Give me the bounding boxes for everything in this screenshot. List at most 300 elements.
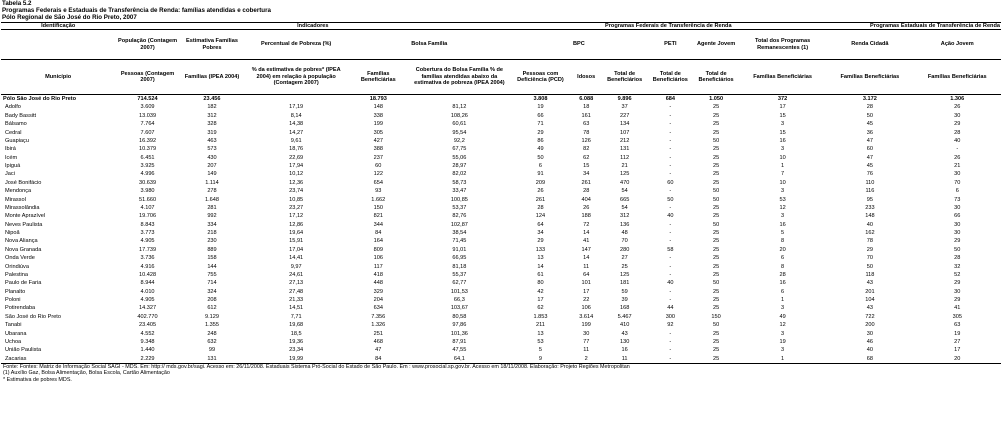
value-cell: 27,13 bbox=[289, 280, 304, 287]
program-header: Ação Jovem bbox=[914, 30, 1001, 60]
value-cell: 25 bbox=[712, 104, 720, 111]
value-cell: 82,02 bbox=[452, 171, 467, 178]
value-cell: 261 bbox=[535, 196, 546, 203]
value-cell: 59 bbox=[621, 288, 628, 295]
value-cell: 93 bbox=[375, 188, 382, 195]
value-cell: 19,99 bbox=[289, 355, 304, 362]
value-cell: 82,76 bbox=[452, 213, 467, 220]
value-cell: 4.996 bbox=[140, 171, 155, 178]
municipality-cell: Bady Bassitt bbox=[5, 112, 37, 119]
value-cell: 5.467 bbox=[617, 313, 632, 320]
value-cell: 42 bbox=[537, 288, 544, 295]
table-row bbox=[1, 179, 1001, 187]
municipality-cell: Pólo São José do Rio Preto bbox=[3, 96, 77, 103]
value-cell: 25 bbox=[712, 179, 720, 186]
value-cell: 9,97 bbox=[290, 263, 302, 270]
value-cell: 87,91 bbox=[452, 338, 467, 345]
value-cell: 17 bbox=[954, 347, 961, 354]
municipality-cell: Tanabi bbox=[5, 322, 22, 329]
value-cell: 25 bbox=[712, 154, 720, 161]
value-cell: 29 bbox=[954, 121, 961, 128]
value-cell: 66 bbox=[537, 112, 544, 119]
value-cell: 71,45 bbox=[452, 238, 467, 245]
value-cell: 230 bbox=[207, 238, 217, 245]
value-cell: 30 bbox=[954, 230, 961, 237]
value-cell: 62 bbox=[583, 154, 590, 161]
value-cell: 10,12 bbox=[289, 171, 304, 178]
value-cell: 40 bbox=[866, 347, 874, 354]
column-header: Município bbox=[1, 60, 115, 95]
value-cell: - bbox=[669, 355, 672, 362]
value-cell: 634 bbox=[373, 305, 383, 312]
value-cell: 21,33 bbox=[289, 297, 304, 304]
value-cell: 14,51 bbox=[289, 305, 304, 312]
municipality-cell: Ipiguá bbox=[5, 163, 21, 170]
table-row bbox=[1, 112, 1001, 120]
value-cell: 33,47 bbox=[452, 188, 467, 195]
value-cell: - bbox=[669, 121, 672, 128]
value-cell: 11 bbox=[583, 263, 590, 270]
table-row bbox=[1, 204, 1001, 212]
value-cell: 218 bbox=[207, 230, 217, 237]
value-cell: 25 bbox=[712, 171, 720, 178]
value-cell: 60 bbox=[866, 146, 874, 153]
value-cell: 25 bbox=[712, 288, 720, 295]
value-cell: 23.456 bbox=[203, 96, 221, 103]
value-cell: 29 bbox=[954, 238, 961, 245]
value-cell: 3.736 bbox=[140, 255, 155, 262]
value-cell: 25 bbox=[712, 204, 720, 211]
value-cell: 1.326 bbox=[371, 322, 386, 329]
value-cell: 9,61 bbox=[290, 137, 302, 144]
municipality-cell: José Bonifácio bbox=[5, 179, 42, 186]
value-cell: 22,69 bbox=[289, 154, 304, 161]
value-cell: 25 bbox=[712, 163, 720, 170]
table-row bbox=[1, 246, 1001, 254]
table-row bbox=[1, 154, 1001, 162]
value-cell: 112 bbox=[620, 154, 630, 161]
value-cell: 29 bbox=[954, 297, 961, 304]
value-cell: 3.773 bbox=[140, 230, 155, 237]
value-cell: 18 bbox=[583, 104, 590, 111]
value-cell: 338 bbox=[373, 112, 383, 119]
value-cell: 60 bbox=[375, 163, 382, 170]
value-cell: 106 bbox=[373, 255, 383, 262]
value-cell: 108,26 bbox=[450, 112, 468, 119]
table-row bbox=[1, 221, 1001, 229]
value-cell: 106 bbox=[581, 305, 591, 312]
value-cell: 50 bbox=[712, 188, 720, 195]
value-cell: 1 bbox=[781, 297, 785, 304]
table-row bbox=[1, 238, 1001, 246]
value-cell: 54 bbox=[621, 188, 628, 195]
value-cell: 50 bbox=[954, 246, 961, 253]
municipality-cell: Onda Verde bbox=[5, 255, 35, 262]
value-cell: 714 bbox=[207, 280, 217, 287]
value-cell: 64 bbox=[537, 221, 544, 228]
value-cell: 36 bbox=[866, 129, 874, 136]
value-cell: - bbox=[669, 347, 672, 354]
value-cell: 133 bbox=[535, 246, 546, 253]
value-cell: 992 bbox=[207, 213, 217, 220]
value-cell: 722 bbox=[865, 313, 875, 320]
value-cell: 19,68 bbox=[289, 322, 304, 329]
value-cell: 181 bbox=[619, 280, 630, 287]
value-cell: 26 bbox=[537, 188, 544, 195]
value-cell: 40 bbox=[866, 221, 874, 228]
municipality-cell: São José do Rio Preto bbox=[5, 313, 61, 320]
value-cell: 7 bbox=[781, 171, 785, 178]
column-header: Famílias Beneficiárias bbox=[348, 60, 408, 95]
value-cell: 388 bbox=[373, 146, 383, 153]
value-cell: 3.925 bbox=[140, 163, 155, 170]
value-cell: 305 bbox=[373, 129, 383, 136]
value-cell: 19,36 bbox=[289, 338, 304, 345]
value-cell: 7,71 bbox=[290, 313, 302, 320]
value-cell: 25 bbox=[712, 230, 720, 237]
municipality-cell: Palestina bbox=[5, 271, 29, 278]
value-cell: 3 bbox=[781, 188, 785, 195]
value-cell: 2.229 bbox=[140, 355, 155, 362]
value-cell bbox=[408, 95, 510, 104]
value-cell: 9.896 bbox=[617, 96, 632, 103]
value-cell: 51.660 bbox=[138, 196, 157, 203]
municipality-cell: Planalto bbox=[5, 288, 26, 295]
value-cell: 15 bbox=[583, 163, 590, 170]
value-cell: 612 bbox=[207, 305, 217, 312]
value-cell: 227 bbox=[619, 112, 630, 119]
program-header: Agente Jovem bbox=[693, 30, 739, 60]
value-cell: 47 bbox=[866, 137, 874, 144]
value-cell: 26 bbox=[583, 204, 590, 211]
table-row bbox=[1, 254, 1001, 262]
table-row bbox=[1, 313, 1001, 321]
value-cell: 300 bbox=[665, 313, 676, 320]
program-header: População (Contagem 2007) bbox=[115, 30, 179, 60]
value-cell: 1.050 bbox=[709, 96, 724, 103]
column-header: % da estimativa de pobres* (IPEA 2004) em relação à população (Contagem 2007) bbox=[244, 60, 348, 95]
value-cell: 3.980 bbox=[140, 188, 155, 195]
value-cell: 212 bbox=[619, 137, 630, 144]
value-cell: 103,67 bbox=[450, 305, 468, 312]
value-cell: 334 bbox=[207, 221, 217, 228]
value-cell: - bbox=[669, 330, 672, 337]
value-cell: 91 bbox=[537, 171, 544, 178]
value-cell: 684 bbox=[665, 96, 676, 103]
value-cell: 50 bbox=[866, 112, 874, 119]
value-cell: 91,01 bbox=[452, 246, 467, 253]
value-cell: 16 bbox=[779, 137, 786, 144]
column-header: Famílias Beneficiárias bbox=[826, 60, 913, 95]
value-cell: 25 bbox=[712, 112, 720, 119]
value-cell: 4.010 bbox=[140, 288, 155, 295]
value-cell: 3.172 bbox=[862, 96, 877, 103]
municipality-cell: Potirendaba bbox=[5, 305, 36, 312]
value-cell: - bbox=[669, 154, 672, 161]
municipality-cell: Cedral bbox=[5, 129, 22, 136]
program-header bbox=[1, 30, 115, 60]
value-cell: 29 bbox=[954, 280, 961, 287]
value-cell: 30.639 bbox=[138, 179, 157, 186]
value-cell: 209 bbox=[535, 179, 546, 186]
header-row-columns bbox=[1, 60, 1001, 95]
value-cell: 329 bbox=[373, 288, 383, 295]
value-cell: 148 bbox=[373, 104, 383, 111]
value-cell: 1.648 bbox=[204, 196, 219, 203]
table-row bbox=[1, 137, 1001, 145]
column-header: Famílias Beneficiárias bbox=[739, 60, 826, 95]
value-cell: 17,12 bbox=[289, 213, 304, 220]
value-cell: 72 bbox=[583, 221, 590, 228]
value-cell: 10.428 bbox=[138, 271, 157, 278]
municipality-cell: Mirassol bbox=[5, 196, 26, 203]
value-cell: 29 bbox=[537, 129, 544, 136]
value-cell: 632 bbox=[207, 338, 217, 345]
value-cell: 3.614 bbox=[579, 313, 594, 320]
value-cell: 78 bbox=[866, 238, 874, 245]
value-cell: 2 bbox=[584, 355, 588, 362]
value-cell: 4.916 bbox=[140, 263, 155, 270]
value-cell: 1 bbox=[781, 355, 785, 362]
header-row-groups bbox=[1, 22, 1001, 30]
value-cell: 18.793 bbox=[369, 96, 387, 103]
value-cell: 70 bbox=[954, 179, 961, 186]
value-cell: 8.944 bbox=[140, 280, 155, 287]
group-header: Programas Estaduais de Transferência de Renda bbox=[826, 22, 1001, 30]
value-cell: 12,36 bbox=[289, 179, 304, 186]
value-cell: 43 bbox=[866, 305, 874, 312]
value-cell: 714.524 bbox=[137, 96, 158, 103]
value-cell: 24,61 bbox=[289, 271, 304, 278]
value-cell: 44 bbox=[667, 305, 674, 312]
municipality-cell: Mendonça bbox=[5, 188, 32, 195]
value-cell: 25 bbox=[712, 129, 720, 136]
value-cell: 76 bbox=[866, 171, 874, 178]
value-cell: 122 bbox=[373, 171, 383, 178]
value-cell: 665 bbox=[619, 196, 630, 203]
value-cell: 63 bbox=[954, 322, 961, 329]
value-cell: 70 bbox=[866, 255, 874, 262]
value-cell: 25 bbox=[712, 246, 720, 253]
value-cell: 102,87 bbox=[450, 221, 468, 228]
value-cell: 118 bbox=[865, 271, 875, 278]
value-cell: 136 bbox=[619, 221, 630, 228]
value-cell: 25 bbox=[712, 305, 720, 312]
value-cell: 50 bbox=[667, 196, 674, 203]
value-cell: 124 bbox=[535, 213, 546, 220]
value-cell: 147 bbox=[581, 246, 591, 253]
value-cell: 28,97 bbox=[452, 163, 467, 170]
municipality-cell: Poloni bbox=[5, 297, 21, 304]
municipality-cell: Mirassolândia bbox=[5, 204, 40, 211]
value-cell: 1.853 bbox=[533, 313, 548, 320]
value-cell: 14.327 bbox=[138, 305, 157, 312]
program-header: Bolsa Família bbox=[348, 30, 510, 60]
value-cell: 20 bbox=[954, 355, 961, 362]
value-cell: 54 bbox=[621, 204, 628, 211]
value-cell: 204 bbox=[373, 297, 383, 304]
value-cell: 8.843 bbox=[140, 221, 155, 228]
value-cell: 82 bbox=[583, 146, 590, 153]
table-row bbox=[1, 120, 1001, 128]
value-cell: - bbox=[669, 255, 672, 262]
municipality-cell: Guapiaçu bbox=[5, 137, 29, 144]
value-cell: 6 bbox=[781, 255, 785, 262]
footnote-line: Fonte: Fontes: Matriz de Informação Social SAGI - MDS. Em: http:// mds.gov.br/sagi. Acesso em: 26/11/2008. Estaduais Sistema Pró-Social do Estado de São Paulo. Em : www.prosocial.sp.gov.br. Acesso em 18/11/2008. Elaboração: Projeto Regiões Metropolitan bbox=[3, 364, 630, 371]
table-subtitle: Pólo Regional de São José do Rio Preto, 2007 bbox=[2, 14, 137, 22]
value-cell: 92 bbox=[667, 322, 674, 329]
value-cell: 1.440 bbox=[140, 347, 155, 354]
value-cell: 64,1 bbox=[453, 355, 465, 362]
value-cell: 6.088 bbox=[579, 96, 594, 103]
value-cell: 53 bbox=[537, 338, 544, 345]
value-cell: 654 bbox=[373, 179, 383, 186]
value-cell: 402.770 bbox=[137, 313, 158, 320]
value-cell: 116 bbox=[865, 188, 875, 195]
value-cell: 20 bbox=[779, 246, 786, 253]
table-title: Programas Federais e Estaduais de Transferência de Renda: famílias atendidas e cobertura bbox=[2, 7, 271, 15]
value-cell: 30 bbox=[954, 204, 961, 211]
value-cell: 463 bbox=[207, 137, 217, 144]
value-cell: 125 bbox=[619, 271, 630, 278]
value-cell: 25 bbox=[621, 263, 628, 270]
value-cell: 64 bbox=[583, 271, 590, 278]
municipality-cell: Icém bbox=[5, 154, 18, 161]
value-cell: 38,54 bbox=[452, 230, 467, 237]
value-cell: 208 bbox=[207, 297, 217, 304]
column-header: Famílias (IPEA 2004) bbox=[180, 60, 244, 95]
value-cell: 101,36 bbox=[450, 330, 468, 337]
value-cell: 278 bbox=[207, 188, 217, 195]
value-cell: 17,19 bbox=[289, 104, 304, 111]
value-cell: - bbox=[956, 146, 959, 153]
program-header: Total dos Programas Remanescentes (1) bbox=[739, 30, 826, 60]
value-cell: 43 bbox=[621, 330, 628, 337]
value-cell: 3.609 bbox=[140, 104, 155, 111]
municipality-cell: Nova Aliança bbox=[5, 238, 38, 245]
value-cell: 13.039 bbox=[138, 112, 157, 119]
value-cell: 50 bbox=[537, 154, 544, 161]
value-cell: 10 bbox=[779, 154, 786, 161]
value-cell: 131 bbox=[207, 355, 217, 362]
municipality-cell: Monte Aprazível bbox=[5, 213, 46, 220]
value-cell: 45 bbox=[866, 121, 874, 128]
value-cell: 17 bbox=[583, 288, 590, 295]
value-cell: 62 bbox=[537, 305, 544, 312]
value-cell: - bbox=[669, 188, 672, 195]
value-cell: 95 bbox=[866, 196, 874, 203]
value-cell: 148 bbox=[865, 213, 875, 220]
program-header: PETI bbox=[648, 30, 694, 60]
table-row bbox=[1, 338, 1001, 346]
value-cell: 68 bbox=[866, 355, 874, 362]
value-cell: 28 bbox=[954, 255, 961, 262]
value-cell: 47 bbox=[375, 347, 382, 354]
table-row bbox=[1, 355, 1001, 363]
value-cell: 11 bbox=[583, 347, 590, 354]
value-cell: 11 bbox=[621, 355, 628, 362]
value-cell: 164 bbox=[373, 238, 383, 245]
value-cell: 3 bbox=[781, 347, 785, 354]
value-cell: 211 bbox=[536, 322, 545, 329]
value-cell: 30 bbox=[954, 288, 961, 295]
value-cell: 16 bbox=[779, 221, 786, 228]
value-cell: 47,55 bbox=[452, 347, 467, 354]
value-cell: 81,12 bbox=[452, 104, 467, 111]
header-row-programs bbox=[1, 30, 1001, 60]
value-cell: 17,04 bbox=[289, 246, 304, 253]
value-cell: 78 bbox=[583, 129, 590, 136]
value-cell: - bbox=[669, 221, 672, 228]
value-cell: 1.662 bbox=[371, 196, 386, 203]
value-cell: 12 bbox=[779, 322, 786, 329]
value-cell: 3 bbox=[781, 121, 785, 128]
table-footnotes bbox=[1, 363, 1001, 383]
value-cell: 84 bbox=[375, 230, 382, 237]
value-cell: 201 bbox=[865, 288, 875, 295]
value-cell: 28 bbox=[779, 271, 786, 278]
value-cell: 427 bbox=[373, 137, 383, 144]
value-cell: 251 bbox=[373, 330, 383, 337]
value-cell: 14,38 bbox=[289, 121, 304, 128]
value-cell: 126 bbox=[581, 137, 591, 144]
municipality-cell: Nova Granada bbox=[5, 246, 42, 253]
value-cell: 25 bbox=[712, 263, 720, 270]
table-row bbox=[1, 129, 1001, 137]
value-cell: 14 bbox=[583, 255, 590, 262]
footnote-line: * Estimativa de pobres MDS. bbox=[3, 376, 72, 383]
column-header: Pessoas com Deficiência (PCD) bbox=[510, 60, 570, 95]
value-cell: 10,85 bbox=[289, 196, 304, 203]
value-cell: 100,85 bbox=[450, 196, 468, 203]
value-cell: - bbox=[669, 146, 672, 153]
value-cell: 17.739 bbox=[138, 246, 157, 253]
value-cell: - bbox=[669, 137, 672, 144]
value-cell: - bbox=[669, 271, 672, 278]
value-cell: 25 bbox=[712, 330, 720, 337]
table-row bbox=[1, 271, 1001, 279]
value-cell: 12,86 bbox=[289, 221, 304, 228]
value-cell: 73 bbox=[954, 196, 961, 203]
municipality-cell: Uchoa bbox=[5, 338, 22, 345]
value-cell: 50 bbox=[712, 137, 720, 144]
value-cell: 14 bbox=[537, 263, 544, 270]
program-header: Percentual de Pobreza (%) bbox=[244, 30, 348, 60]
value-cell: 30 bbox=[954, 112, 961, 119]
value-cell: 468 bbox=[373, 338, 383, 345]
value-cell: 67,75 bbox=[452, 146, 467, 153]
value-cell: 9.348 bbox=[140, 338, 155, 345]
value-cell: 46 bbox=[866, 338, 874, 345]
value-cell: 60 bbox=[667, 179, 674, 186]
value-cell: - bbox=[669, 288, 672, 295]
value-cell: 63 bbox=[583, 121, 590, 128]
value-cell: 41 bbox=[954, 305, 961, 312]
value-cell: 95,54 bbox=[452, 129, 467, 136]
value-cell: 28 bbox=[583, 188, 590, 195]
municipality-cell: União Paulista bbox=[5, 347, 42, 354]
value-cell: 25 bbox=[712, 347, 720, 354]
value-cell bbox=[244, 95, 348, 104]
value-cell: - bbox=[669, 129, 672, 136]
value-cell: 448 bbox=[373, 280, 383, 287]
value-cell: 9.129 bbox=[204, 313, 219, 320]
value-cell: 60,61 bbox=[452, 121, 467, 128]
value-cell: 404 bbox=[581, 196, 591, 203]
value-cell: 77 bbox=[583, 338, 590, 345]
value-cell: 328 bbox=[207, 121, 217, 128]
value-cell: 117 bbox=[373, 263, 383, 270]
